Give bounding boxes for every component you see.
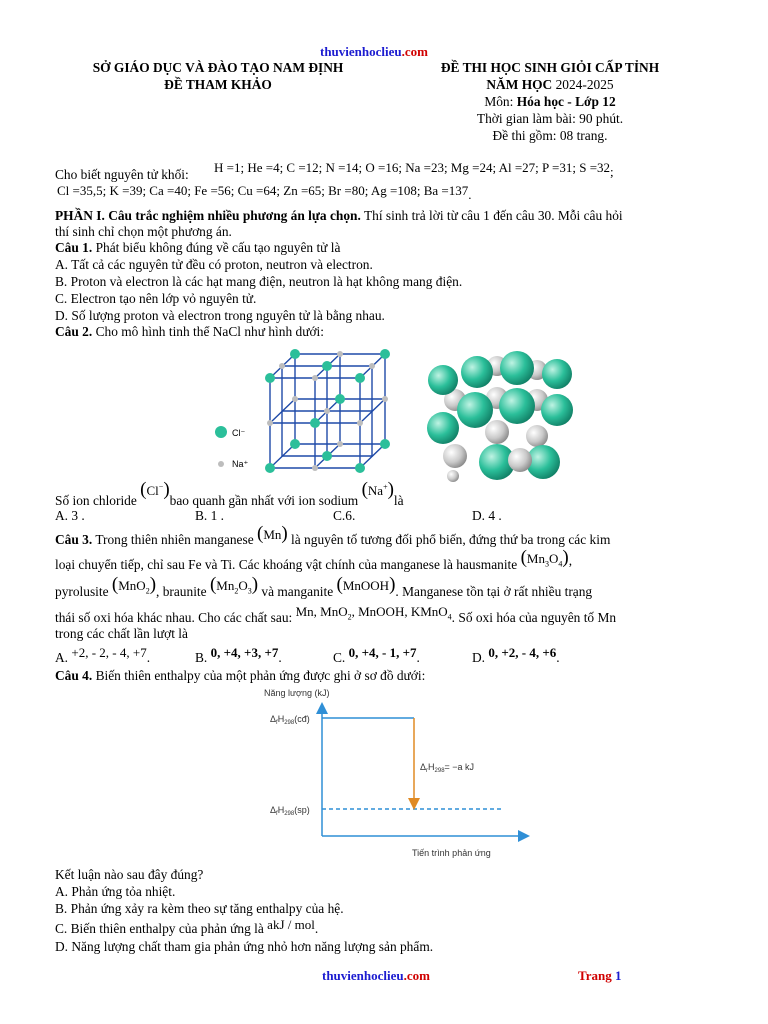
q4-option-b[interactable]: B. Phản ứng xảy ra kèm theo sự tăng enthalpy của hệ.	[55, 901, 344, 916]
q1-option-a[interactable]: A. Tất cả các nguyên tử đều có proton, neutron và electron.	[55, 257, 373, 272]
q3-stem-line5: trong các chất lần lượt là	[55, 626, 188, 641]
q1-option-c[interactable]: C. Electron tạo nên lớp vỏ nguyên tử.	[55, 291, 257, 306]
q3-option-b[interactable]: B. 0, +4, +3, +7.	[195, 645, 282, 665]
pyrolusite-formula: (MnO$_2$)	[111, 574, 157, 596]
chloride-formula: (Cl−)	[140, 479, 170, 500]
enthalpy-diagram	[262, 684, 542, 864]
header-exam-title: ĐỀ THI HỌC SINH GIỎI CẤP TỈNH	[440, 60, 660, 75]
header-time: Thời gian làm bài: 90 phút.	[476, 111, 624, 126]
nacl-lattice-figure	[200, 340, 410, 478]
legend-na-label: Na⁺	[232, 459, 249, 469]
header-page-count: Đề thi gồm: 08 trang.	[492, 128, 608, 143]
part1-heading: PHẦN I. Câu trắc nghiệm nhiều phương án lựa chọn. Thí sinh trả lời từ câu 1 đến câu 30. Mỗi câu hỏi	[55, 208, 623, 223]
q3-stem-line4: thái số oxi hóa khác nhau. Cho các chất sau: Mn, MnO$_2$, MnOOH, KMnO$_4$. Số oxi hóa của nguyên tố Mn	[55, 604, 617, 625]
sodium-formula: (Na+)	[361, 479, 394, 500]
q2-question: Số ion chloride (Cl−)bao quanh gần nhất với ion sodium (Na+)là	[55, 479, 404, 508]
header-department: SỞ GIÁO DỤC VÀ ĐÀO TẠO NAM ĐỊNH	[92, 60, 344, 75]
product-level-label: $\Delta_fH_{298}(sp)$	[270, 805, 310, 817]
q1-stem: Câu 1. Phát biểu không đúng về cấu tạo nguyên tử là	[55, 240, 341, 255]
q4-option-a[interactable]: A. Phản ứng tỏa nhiệt.	[55, 884, 176, 899]
atomic-mass-label: Cho biết nguyên tử khối:	[55, 167, 189, 182]
q4-question: Kết luận nào sau đây đúng?	[55, 867, 204, 882]
enthalpy-change-label: $\Delta_rH_{298}= -a$ kJ	[420, 762, 475, 774]
q4-option-d[interactable]: D. Năng lượng chất tham gia phản ứng nhỏ hơn năng lượng sản phẩm.	[55, 939, 434, 954]
q1-option-d[interactable]: D. Số lượng proton và electron trong nguyên tử là bằng nhau.	[55, 308, 385, 323]
q3-option-a[interactable]: A. +2, - 2, - 4, +7.	[55, 645, 151, 665]
atomic-mass-line2: Cl =35,5; K =39; Ca =40; Fe =56; Cu =64; Zn =65; Br =80; Ag =108; Ba =137.	[57, 183, 472, 202]
mn-formula: (Mn)	[256, 523, 288, 544]
q3-stem-line1: Câu 3. Trong thiên nhiên manganese (Mn) là nguyên tố tương đối phổ biến, đứng thứ ba trong các kim	[55, 523, 611, 547]
q3-option-d[interactable]: D. 0, +2, - 4, +6.	[472, 645, 560, 665]
reactant-level-label: $\Delta_fH_{298}(cđ)$	[270, 714, 310, 726]
q2-option-d[interactable]: D. 4 .	[472, 508, 502, 523]
legend-cl-label: Cl⁻	[232, 428, 246, 438]
legend-na-dot	[218, 461, 224, 467]
mn-compounds-list: Mn, MnO$_2$, MnOOH, KMnO$_4$	[295, 604, 452, 622]
site-logo-top[interactable]: thuvienhoclieu.com	[320, 44, 428, 59]
part1-instruction: thí sinh chỉ chọn một phương án.	[55, 224, 232, 239]
header-reference-label: ĐỀ THAM KHẢO	[164, 77, 272, 92]
braunite-formula: $(Mn_2O_3)$	[209, 574, 259, 596]
y-axis-label: Năng lượng (kJ)	[264, 688, 330, 698]
atomic-mass-line1: H =1; He =4; C =12; N =14; O =16; Na =23; Mg =24; Al =27; P =31; S =32;	[214, 160, 614, 179]
hausmanite-formula: $(Mn_3O_4)$	[520, 547, 569, 569]
x-axis-label: Tiến trình phản ứng	[412, 848, 491, 858]
nacl-spacefill-figure	[425, 348, 575, 483]
q3-stem-line3: pyrolusite (MnO$_2$), braunite $(Mn_2O_3)$ và manganite (MnOOH). Manganese tồn tại ở rất nhiều trạng	[55, 574, 593, 599]
site-logo-footer[interactable]: thuvienhoclieu.com	[322, 968, 430, 983]
header-subject: Môn: Hóa học - Lớp 12	[484, 94, 616, 109]
q3-option-c[interactable]: C. 0, +4, - 1, +7.	[333, 645, 420, 665]
legend-cl-dot	[215, 426, 227, 438]
spacefill-ions	[427, 351, 573, 482]
q4-stem: Câu 4. Biến thiên enthalpy của một phản ứng được ghi ở sơ đồ dưới:	[55, 668, 426, 683]
q2-option-b[interactable]: B. 1 .	[195, 508, 225, 523]
q4-option-c[interactable]: C. Biến thiên enthalpy của phản ứng là akJ / mol.	[55, 917, 319, 936]
q3-stem-line2: loại chuyển tiếp, chỉ sau Fe và Ti. Các khoáng vật chính của manganese là hausmanite $(Mn_3O_4)$,	[55, 547, 573, 572]
q1-option-b[interactable]: B. Proton và electron là các hạt mang điện, neutron là hạt không mang điện.	[55, 274, 463, 289]
header-school-year: NĂM HỌC 2024-2025	[486, 77, 614, 92]
q2-stem: Câu 2. Cho mô hình tinh thể NaCl như hình dưới:	[55, 324, 324, 339]
q2-option-a[interactable]: A. 3 .	[55, 508, 85, 523]
page-number: Trang 1	[578, 968, 622, 983]
q2-option-c[interactable]: C.6.	[333, 508, 356, 523]
manganite-formula: (MnOOH)	[336, 574, 396, 595]
